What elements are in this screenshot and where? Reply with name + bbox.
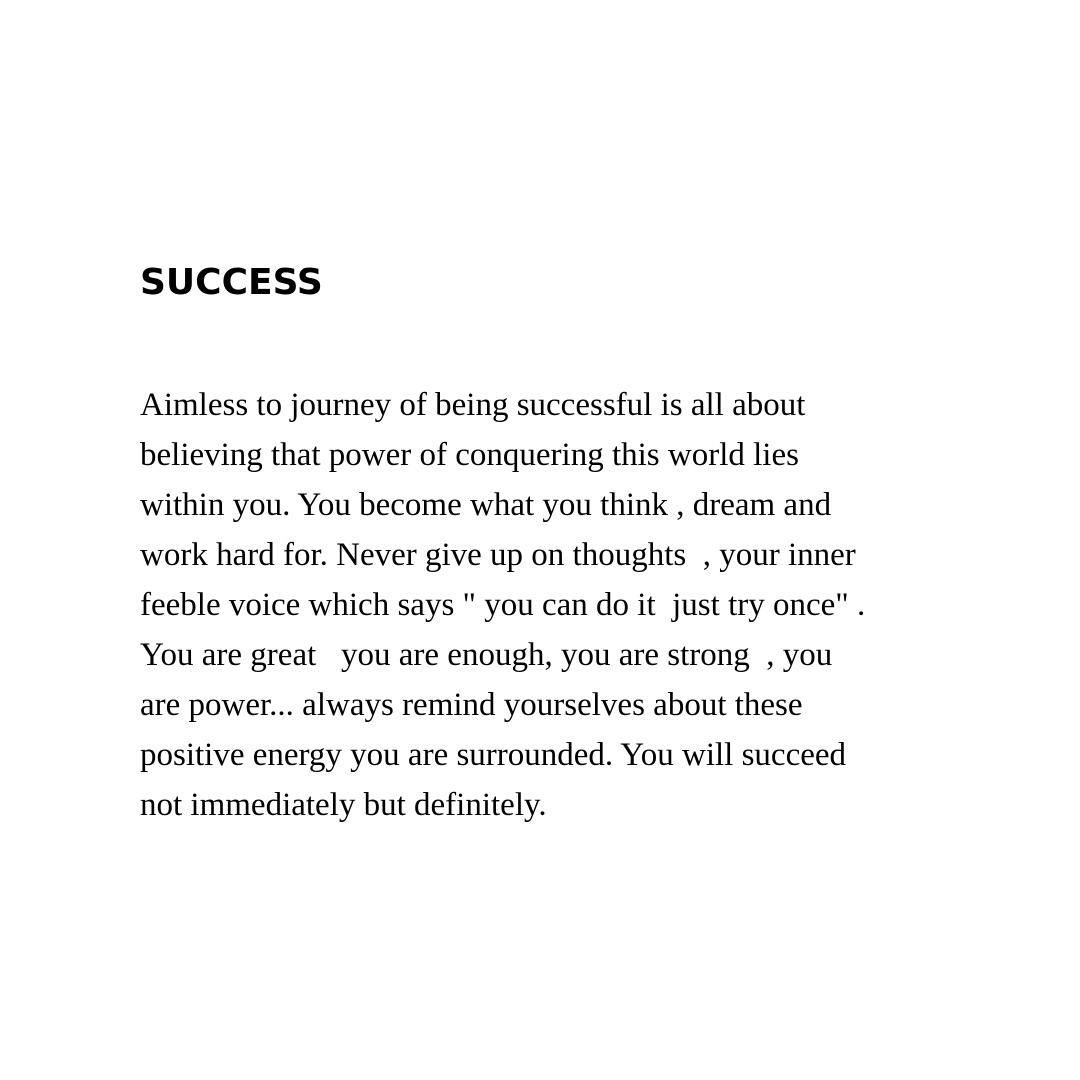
page-title: SUCCESS [140, 262, 323, 303]
body-paragraph [140, 380, 865, 830]
body-line: Aimless to journey of being successful is all about [140, 387, 806, 423]
body-line: within you. You become what you think , dream and [140, 487, 832, 523]
body-line: are power... always remind yourselves about these [140, 687, 803, 723]
body-line: positive energy you are surrounded. You will succeed [140, 737, 847, 773]
body-line: not immediately but definitely. [140, 787, 547, 823]
body-line: feeble voice which says " you can do it just try once" . [140, 587, 866, 623]
body-line: work hard for. Never give up on thoughts , your inner [140, 537, 856, 573]
body-line: believing that power of conquering this world lies [140, 437, 799, 473]
body-line: You are great you are enough, you are strong , you [140, 637, 833, 673]
